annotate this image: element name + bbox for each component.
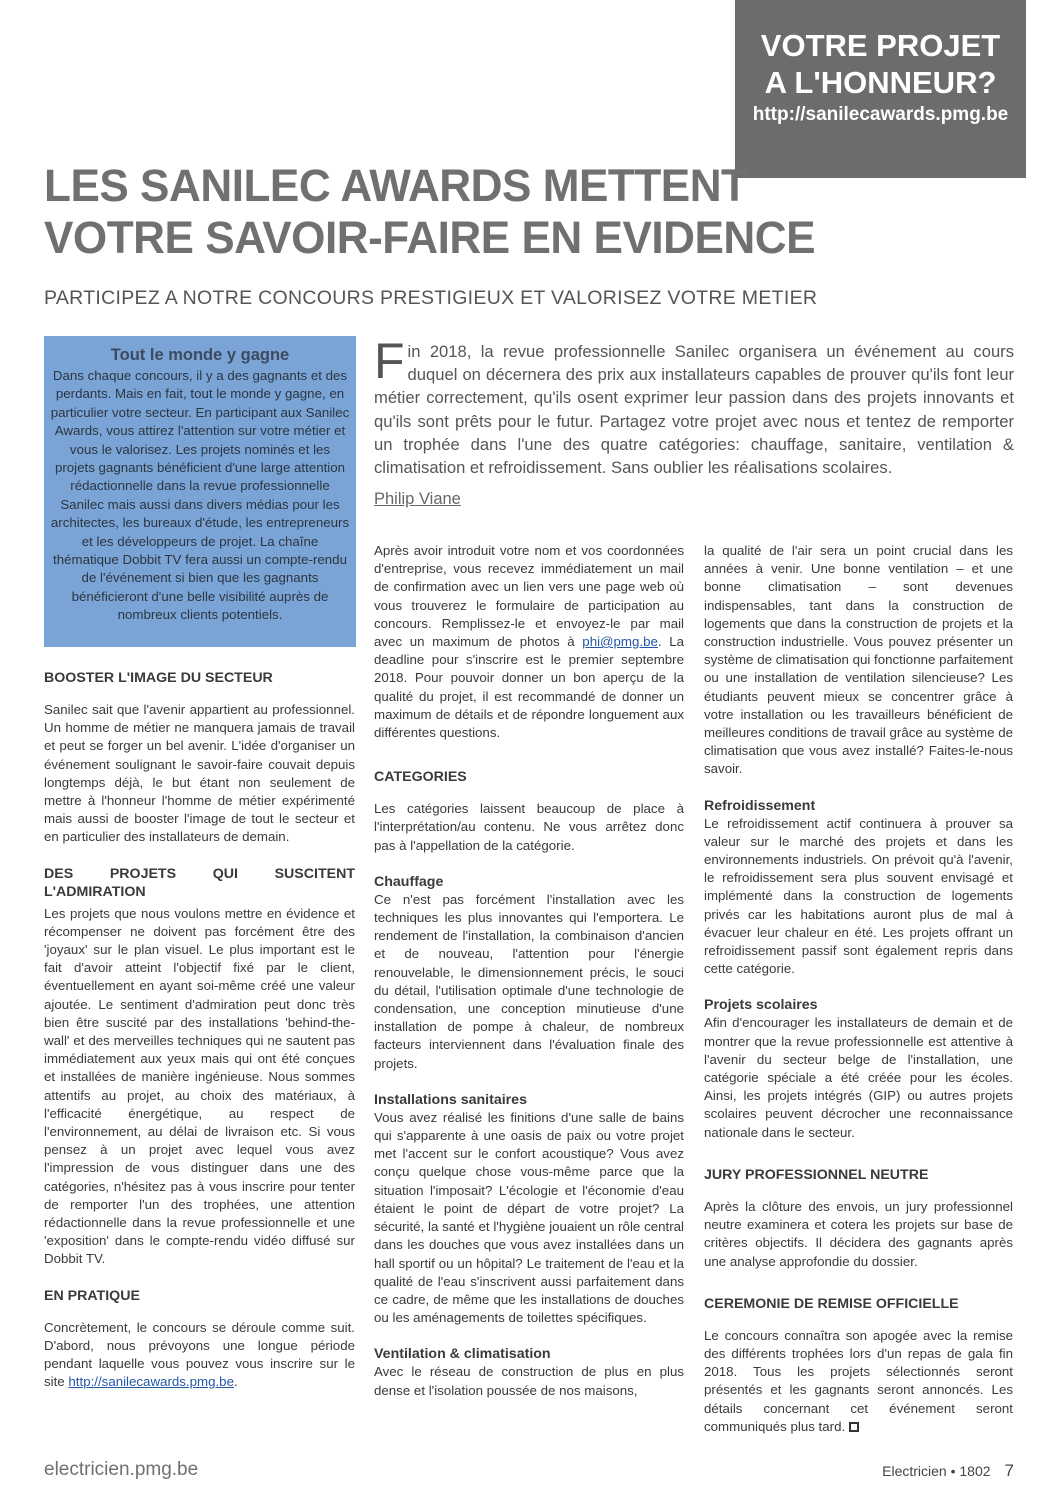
paragraph-chauffage: Ce n'est pas forcément l'installation avec les techniques les plus innovantes qui l'emportera. Le rendement de l'installation, la combinaison d'ancien et de nouveau, l'attention pour l'énergie renouvelable, le dimensionnement précis, le souci du détail, l'utilisation optimale d'une technologie de condensation, une conception minutieuse d'une installation de pompe à chaleur, de nombreux facteurs interviennent dans l'évaluation finale des projets. — [374, 891, 684, 1071]
heading-ceremonie: CEREMONIE DE REMISE OFFICIELLE — [704, 1295, 959, 1312]
heading-scolaires: Projets scolaires — [704, 997, 818, 1014]
heading-ventilation: Ventilation & climatisation — [374, 1346, 551, 1363]
drop-cap: F — [374, 333, 405, 389]
column-2 — [374, 542, 684, 1400]
sidebar-text: Dans chaque concours, il y a des gagnants et des perdants. Mais en fait, tout le monde y gagne, en particulier votre secteur. En participant aux Sanilec Awards, vous attirez l'attention sur votre métier et vous le valorisez. Les projets nominés et les projets gagnants bénéficient d'une large attention rédactionnelle dans la revue professionnelle Sanilec mais aussi dans divers médias pour les architectes, les bureaux d'étude, les entrepreneurs et les développeurs de projet. La chaîne thématique Dobbit TV fera aussi un compte-rendu de l'événement si bien que les gagnants bénéficieront d'une belle visibilité auprès de nombreux clients potentiels. — [50, 368, 350, 623]
column-3 — [704, 542, 1013, 1436]
sidebar-box — [44, 336, 356, 647]
paragraph-jury: Après la clôture des envois, un jury professionnel neutre examinera et cotera les projets sur base de critères objectifs. Il décidera des gagnants après une analyse approfondie du dossier. — [704, 1198, 1013, 1269]
heading-booster: BOOSTER L'IMAGE DU SECTEUR — [44, 670, 273, 686]
title-line-2: VOTRE SAVOIR-FAIRE EN EVIDENCE — [44, 212, 816, 263]
heading-admiration: DES PROJETS QUI SUSCITENT L'ADMIRATION — [44, 865, 355, 900]
paragraph-pratique: Concrètement, le concours se déroule comme suit. D'abord, nous prévoyons une longue période pendant laquelle vous pouvez vous inscrire sur le site http://sanilecawards.pmg.be. — [44, 1319, 355, 1390]
issue-label: Electricien • 1802 — [882, 1463, 991, 1479]
heading-chauffage: Chauffage — [374, 873, 444, 890]
paragraph-qualite-air: la qualité de l'air sera un point crucial dans les années à venir. Une bonne ventilation – et une bonne climatisation – sont devenues indispensables, tant dans la construction de logements que dans la construction de projets et la construction industrielle. Vous pouvez présenter un système de climatisation qui fonctionne parfaitement ou une installation de ventilation silencieuse? Les étudiants peuvent mieux se concentrer grâce à votre installation ou les travailleurs bénéficient de meilleures conditions de travail grâce au système de climatisation que vous avez installé? Faites-le-nous savoir. — [704, 543, 1013, 777]
lead-text: in 2018, la revue professionnelle Sanilec organisera un événement au cours duquel on décernera des prix aux installateurs capables de prouver qu'ils font leur métier correctement, qu'ils osent exprimer leur passion dans des projets innovants et qu'ils sont prêts pour le futur. Partagez votre projet avec nous et tentez de remporter un trophée dans l'une des quatre catégories: chauffage, sanitaire, ventilation & climatisation et refroidissement. Sans oublier les réalisations scolaires. — [374, 342, 1014, 478]
paragraph-admiration: Les projets que nous voulons mettre en évidence et récompenser ne doivent pas forcément être des 'joyaux' sur le plan visuel. Le plus important est le fait d'avoir atteint l'objectif fixé par le client, éventuellement en ayant soi-même créé une valeur ajoutée. Le sentiment d'admiration peut donc très bien être suscité par des installations 'behind-the-wall' et des merveilles techniques qui ne sautent pas immédiatement aux yeux mais qui ont été conçues et installées de manière ingénieuse. Nous sommes attentifs au projet, au choix des matériaux, à l'efficacité énergétique, au respect de l'environnement, au délai de livraison etc. Si vous pensez à un projet avec lequel vous avez l'impression de vous distinguer dans une des catégories, n'hésitez pas à vous inscrire pour tenter de remporter l'un des trophées, une attention rédactionnelle dans la revue professionnelle et une 'exposition' dans le compte-rendu vidéo diffusé sur Dobbit TV. — [44, 905, 355, 1267]
promo-line-2: A L'HONNEUR? — [764, 65, 997, 100]
end-mark-icon — [849, 1422, 859, 1432]
footer-issue — [882, 1461, 1014, 1481]
article-subtitle: PARTICIPEZ A NOTRE CONCOURS PRESTIGIEUX ET VALORISEZ VOTRE METIER — [44, 287, 818, 309]
promo-line-1: VOTRE PROJET — [760, 28, 1001, 63]
paragraph-booster: Sanilec sait que l'avenir appartient au professionnel. Un homme de métier ne manquera jamais de travail et peut se forger un bel avenir. L'idée d'organiser un événement soulignant le savoir-faire couvait depuis longtemps déjà, le but étant non seulement de mettre à l'honneur l'homme de métier expérimenté mais aussi de booster l'image de tout le secteur et en particulier des installateurs de demain. — [44, 702, 355, 845]
paragraph-ceremonie: Le concours connaîtra son apogée avec la remise des différents trophées lors d'un repas de gala fin 2018. Tous les projets sélectionnés seront présentés et les gagnants seront annoncés. Les détails concernant cet événement seront communiqués plus tard. — [704, 1327, 1013, 1434]
heading-pratique: EN PRATIQUE — [44, 1287, 140, 1304]
column-1 — [44, 669, 355, 1392]
paragraph-categories: Les catégories laissent beaucoup de place à l'interprétation/au contenu. Ne vous arrêtez donc pas à l'appellation de la catégorie. — [374, 801, 684, 853]
promo-box — [735, 0, 1026, 178]
heading-categories: CATEGORIES — [374, 769, 467, 786]
page-number: 7 — [1004, 1461, 1014, 1480]
site-link[interactable]: http://sanilecawards.pmg.be — [68, 1374, 234, 1390]
paragraph-sanitaires: Vous avez réalisé les finitions d'une salle de bains qui s'apparente à une oasis de paix ou votre projet met l'accent sur le confort acoustique? Vous avez conçu quelque chose vous-même parce que la situation l'imposait? L'écologie et l'économie d'eau étaient le point de départ de votre projet? La sécurité, la santé et l'hygiène jouaient un rôle central dans les douches que vous avez installées dans un hall sportif ou un hôpital? Le traitement de l'eau et la qualité de l'eau s'inscrivent aussi parfaitement dans ce cadre, de même que les installations de douches ou les aménagements de toilettes spécifiques. — [374, 1109, 684, 1326]
article-title — [44, 160, 828, 264]
paragraph-refroidissement: Le refroidissement actif continuera à prouver sa valeur sur le marché des projets et dans les environnements industriels. On prévoit qu'à l'avenir, le refroidissement sera plus souvent envisagé et implémenté dans la construction de logements privés car les habitations auront plus de mal à évacuer leur chaleur en été. Les projets offrant un refroidissement passif sont également repris dans cette catégorie. — [704, 815, 1013, 977]
sidebar-heading: Tout le monde y gagne — [110, 346, 290, 364]
paragraph-ventilation: Avec le réseau de construction de plus en plus dense et l'isolation poussée de nos maisons, — [374, 1364, 684, 1398]
email-link[interactable]: phi@pmg.be — [582, 634, 658, 650]
promo-url[interactable]: http://sanilecawards.pmg.be — [752, 104, 1009, 125]
heading-jury: JURY PROFESSIONNEL NEUTRE — [704, 1166, 929, 1183]
title-line-1: LES SANILEC AWARDS METTENT — [44, 160, 748, 211]
footer-site[interactable]: electricien.pmg.be — [44, 1459, 199, 1480]
author-name[interactable]: Philip Viane — [374, 490, 461, 508]
heading-sanitaires: Installations sanitaires — [374, 1091, 527, 1108]
lead-paragraph — [374, 333, 1014, 479]
heading-refroidissement: Refroidissement — [704, 797, 816, 814]
paragraph-scolaires: Afin d'encourager les installateurs de demain et de montrer que la revue professionnelle est attentive à l'avenir du secteur belge de l'installation, une catégorie spéciale a été créée pour les écoles. Ainsi, les projets intégrés (GIP) ou autres projets scolaires peuvent décrocher une reconnaissance nationale dans le secteur. — [704, 1015, 1013, 1140]
paragraph-inscription: Après avoir introduit votre nom et vos coordonnées d'entreprise, vous recevez immédiatement un mail de confirmation avec un lien vers une page web où vous trouverez le formulaire de participation au concours. Remplissez-le et envoyez-le par mail avec un maximum de photos à phi@pmg.be. La deadline pour s'inscrire est le premier septembre 2018. Pour pouvoir donner un bon aperçu de la qualité du projet, il est recommandé de donner un maximum de détails et de répondre longuement aux différentes questions. — [374, 543, 684, 741]
